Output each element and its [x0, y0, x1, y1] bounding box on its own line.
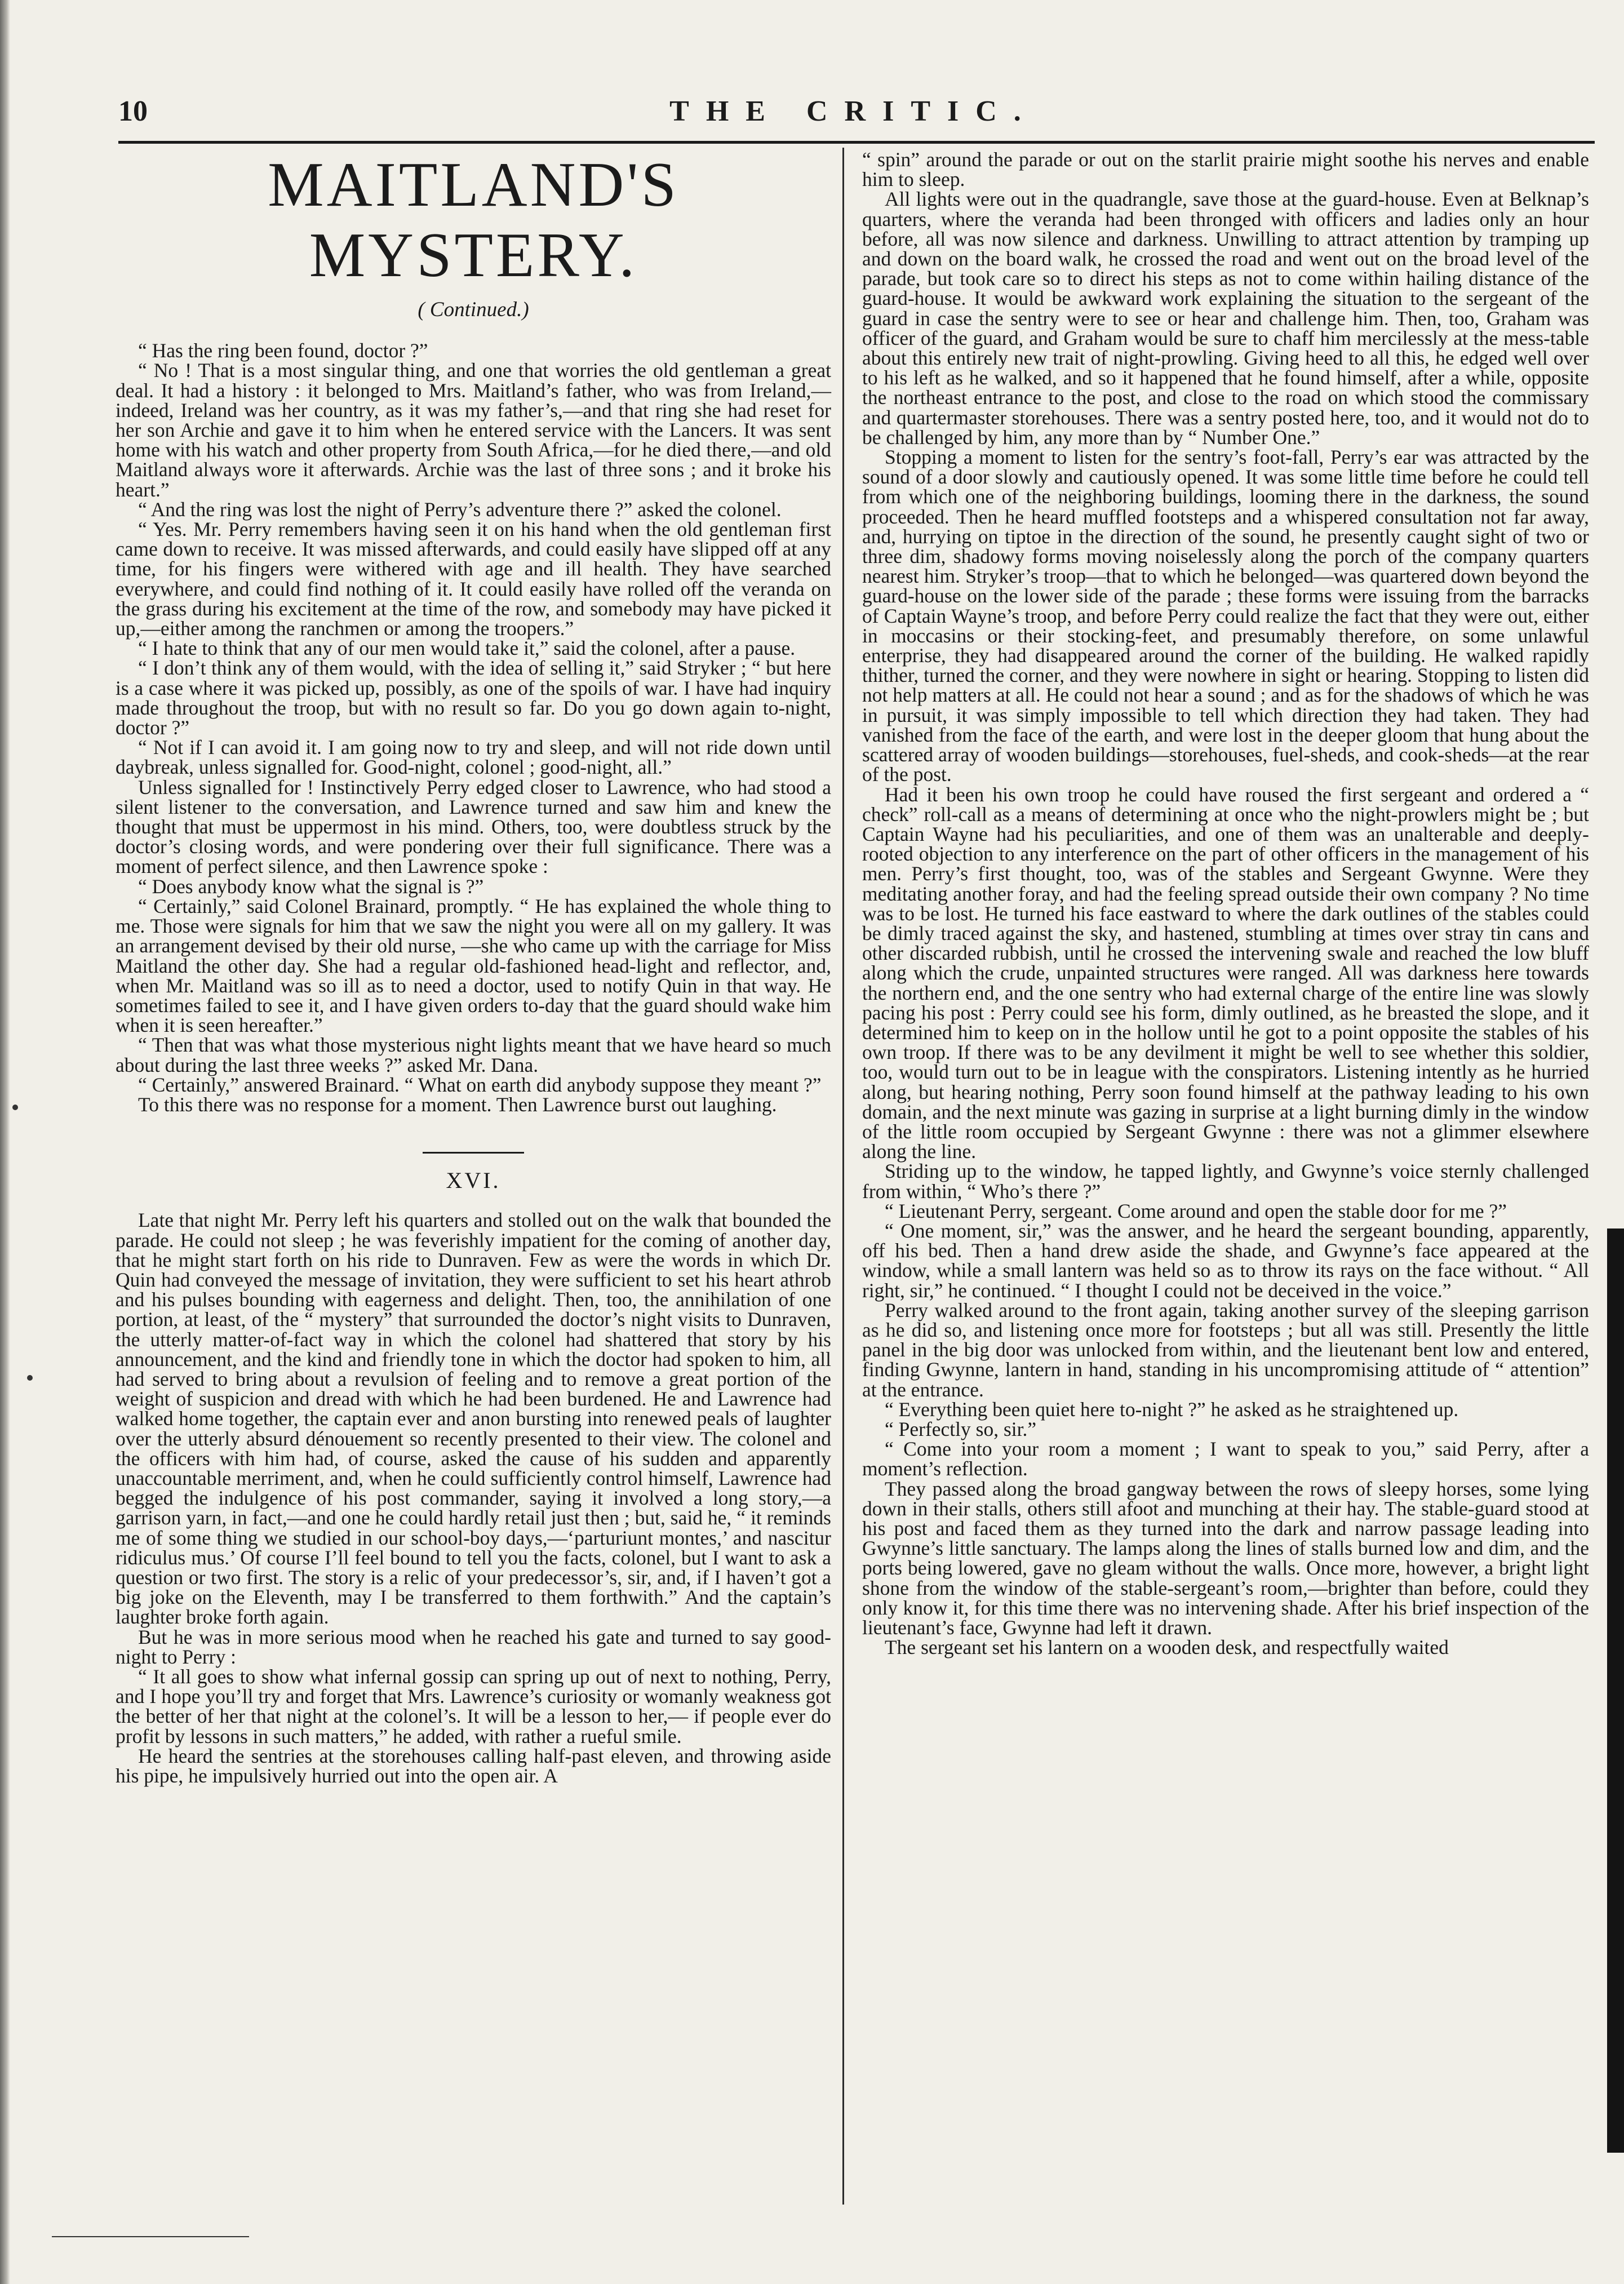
paragraph: Perry walked around to the front again, taking another survey of the sleeping garrison as he did so, and listening once more for footsteps ; but all was still. Presently the little panel in the big door was unlocked from within, and the lieutenant bent low and entered, finding Gwynne, lantern in hand, standing in his uncompromising attitude of “ attention” at the entrance.: [862, 1298, 1589, 1401]
margin-speck: [12, 1105, 18, 1110]
paragraph: “ Does anybody know what the signal is ?”: [138, 875, 484, 898]
paragraph: Striding up to the window, he tapped lightly, and Gwynne’s voice sternly challenged from within, “ Who’s there ?”: [862, 1160, 1589, 1203]
page-number: 10: [118, 95, 148, 127]
paragraph: Late that night Mr. Perry left his quarters and stolled out on the walk that bounded the parade. He could not sleep ; he was feverishly impatient for the coming of another day, that he might start forth on his ride to Dunraven. Few as were the words in which Dr. Quin had conveyed the message of invitation, they were sufficient to set his heart athrob and his pulses bounding with eagerness and delight. Then, too, the annihilation of one portion, at least, of the “ mystery” that surrounded the doctor’s night visits to Dunraven, the utterly matter-of-fact way in which the colonel had shattered that story by his announcement, and the kind and friendly tone in which the doctor had spoken to him, all had served to bring about a revulsion of feeling and to remove a great portion of the weight of suspicion and dread with which he had been burdened. He and Lawrence had walked home together, the captain ever and anon bursting into renewed peals of laughter over the utterly absurd dénouement so recently presented to their view. The colonel and the officers with him had, of course, asked the cause of his sudden and apparently unaccountable merriment, and, when he could sufficiently control himself, Lawrence had begged the indulgence of his post commander, saying it involved a long story,—a garrison yarn, in fact,—and one he could hardly retail just then ; but, said he, “ it reminds me of some thing we studied in our school-boy days,—‘parturiunt montes,’ and nascitur ridiculus mus.’ Of course I’ll feel bound to tell you the facts, colonel, but I want to ask a question or two first. The story is a relic of your predecessor’s, sir, and, if I haven’t got a big joke on the Eleventh, may I be transferred to them forthwith.” And the captain’s laughter broke forth again.: [116, 1209, 831, 1629]
binding-shadow: [0, 0, 10, 2284]
paragraph: “ Not if I can avoid it. I am going now to try and sleep, and will not ride down until daybreak, unless signalled for. Good-night, colonel ; good-night, all.”: [116, 736, 831, 779]
paragraph: “ spin” around the parade or out on the starlit prairie might soothe his nerves and enable him to sleep.: [862, 148, 1589, 191]
paragraph: “ Certainly,” answered Brainard. “ What on earth did anybody suppose they meant ?”: [138, 1073, 822, 1096]
paragraph: “ No ! That is a most singular thing, and one that worries the old gentleman a great deal. It had a history : it belonged to Mrs. Maitland’s father, who was from Ireland,—indeed, Ireland was her country, as it was my father’s,—and that ring she had reset for her son Archie and gave it to him when he entered service with the Lancers. It was sent home with his watch and other property from South Africa,—for he died there,—and old Maitland always wore it afterwards. Archie was the last of three sons ; and it broke his heart.”: [116, 359, 831, 501]
paragraph: “ One moment, sir,” was the answer, and he heard the sergeant bounding, apparently, off his bed. Then a hand drew aside the shade, and Gwynne’s face appeared at the window, while a small lantern was held so as to throw its rays on the face without. “ All right, sir,” he continued. “ I thought I could not be deceived in the voice.”: [862, 1219, 1589, 1302]
right-paragraphs: [862, 150, 1589, 1657]
story-subtitle: ( Continued.): [418, 298, 529, 321]
paragraph: Unless signalled for ! Instinctively Perry edged closer to Lawrence, who had stood a silent listener to the conversation, and Lawrence turned and saw him and knew the thought that must be uppermost in his mind. Others, too, were doubtless struck by the doctor’s closing words, and were pondering over their full significance. There was a moment of perfect silence, and then Lawrence spoke :: [116, 775, 831, 878]
paragraph: Had it been his own troop he could have roused the first sergeant and ordered a “ check” roll-call as a means of determining at once who the night-prowlers might be ; but Captain Wayne had his peculiarities, and one of them was an unalterable and deeply-rooted objection to any interference on the part of other officers in the management of his men. Perry’s first thought, too, was of the stables and Sergeant Gwynne. Were they meditating another foray, and had the feeling spread outside their own company ? No time was to be lost. He turned his face eastward to where the dark outlines of the stables could be dimly traced against the sky, and hastened, stumbling at times over stray tin cans and other discarded rubbish, until he crossed the intervening swale and reached the low bluff along which the crude, unpainted structures were ranged. All was darkness here towards the northern end, and the one sentry who had external charge of the entire line was slowly pacing his post : Perry could see his form, dimly outlined, as he breasted the slope, and it determined him to keep on in the hollow until he got to a point opposite the stables of his own troop. If there was to be any devilment it might be well to see whether this soldier, too, would turn out to be in league with the conspirators. Listening intently as he hurried along, but hearing nothing, Perry soon found himself at the pathway leading to his own domain, and the next minute was gazing in surprise at a light burning dimly in the window of the little room occupied by Sergeant Gwynne : there was not a glimmer elsewhere along the line.: [862, 783, 1589, 1163]
story-title: MAITLAND'S MYSTERY.: [268, 150, 679, 290]
paragraph: The sergeant set his lantern on a wooden desk, and respectfully waited: [885, 1636, 1449, 1659]
left-paragraphs-after: [116, 1210, 831, 1786]
paragraph: “ Come into your room a moment ; I want to speak to you,” said Perry, after a moment’s reflection.: [862, 1438, 1589, 1480]
header-rule: [118, 141, 1595, 144]
margin-blot: [1607, 1229, 1624, 2153]
paragraph: “ Certainly,” said Colonel Brainard, promptly. “ He has explained the whole thing to me. Those were signals for him that we saw the night you were all on my gallery. It was an arrangement devised by their old nurse, —she who came up with the carriage for Miss Maitland the other day. She had a regular old-fashioned head-light and reflector, and, when Mr. Maitland was so ill as to need a doctor, used to notify Quin in that way. He sometimes failed to see it, and I have given orders to-day that the guard should wake him when it is seen hereafter.”: [116, 894, 831, 1037]
paragraph: “ Then that was what those mysterious night lights meant that we have heard so much about during the last three weeks ?” asked Mr. Dana.: [116, 1034, 831, 1076]
running-head: THE CRITIC.: [669, 95, 1038, 127]
paragraph: But he was in more serious mood when he reached his gate and turned to say good-night to Perry :: [116, 1625, 831, 1668]
margin-speck: [27, 1375, 33, 1381]
paragraph: “ Perfectly so, sir.”: [885, 1418, 1037, 1440]
chapter-rule: [423, 1152, 524, 1154]
right-column: [862, 150, 1589, 1657]
paragraph: “ I don’t think any of them would, with the idea of selling it,” said Stryker ; “ but here is a case where it was picked up, possibly, as one of the spoils of war. I have had inquiry made throughout the troop, but with no result so far. Do you go down again to-night, doctor ?”: [116, 657, 831, 739]
left-paragraphs-before: [116, 341, 831, 1115]
paragraph: They passed along the broad gangway between the rows of sleepy horses, some lying down in their stalls, others still afoot and munching at their hay. The stable-guard stood at his post and faced them as they turned into the dark and narrow passage leading into Gwynne’s little sanctuary. The lamps along the lines of stalls burned low and dim, and the ports being lowered, gave no gleam without the walls. Once more, however, a bright light shone from the window of the stable-sergeant’s room,—brighter than before, could they only know it, for this time there was no intervening shade. After his brief inspection of the lieutenant’s face, Gwynne had left it drawn.: [862, 1477, 1589, 1639]
paragraph: “ Lieutenant Perry, sergeant. Come around and open the stable door for me ?”: [885, 1199, 1507, 1222]
chapter-heading: XVI.: [446, 1168, 501, 1194]
paragraph: “ And the ring was lost the night of Perry’s adventure there ?” asked the colonel.: [138, 498, 782, 521]
paragraph: “ Everything been quiet here to-night ?” he asked as he straightened up.: [885, 1398, 1459, 1421]
paragraph: “ I hate to think that any of our men would take it,” said the colonel, after a pause.: [138, 637, 796, 660]
column-rule: [842, 148, 844, 2205]
left-column: [116, 150, 831, 1786]
paragraph: All lights were out in the quadrangle, save those at the guard-house. Even at Belknap’s quarters, where the veranda had been thronged with officers and ladies only an hour before, all was now silence and darkness. Unwilling to attract attention by tramping up and down on the board walk, he crossed the road and went out on the broad level of the parade, but took care so to direct his steps as not to come within hailing distance of the guard-house. It would be awkward work explaining the situation to the sergeant of the guard in case the sentry were to see or hear and challenge him. Then, too, Graham was officer of the guard, and Graham would be sure to chaff him mercilessly at the mess-table about this entirely new trait of night-prowling. Giving heed to all this, he edged well over to his left as he walked, and so it happened that he found himself, after a while, opposite the northeast entrance to the post, and close to the road on which stood the commissary and quartermaster storehouses. There was a sentry posted here, too, and it would not do to be challenged by him, any more than by “ Number One.”: [862, 188, 1589, 449]
paragraph: “ It all goes to show what infernal gossip can spring up out of next to nothing, Perry, and I hope you’ll try and forget that Mrs. Lawrence’s curiosity or womanly weakness got the better of her that night at the colonel’s. It will be a lesson to her,— if people ever do profit by lessons in such matters,” he added, with rather a rueful smile.: [116, 1665, 831, 1748]
paragraph: Stopping a moment to listen for the sentry’s foot-fall, Perry’s ear was attracted by the sound of a door slowly and cautiously opened. It was some little time before he could tell from which one of the neighboring buildings, looming there in the darkness, the sound proceeded. Then he heard muffled footsteps and a whispered consultation not far away, and, hurrying on tiptoe in the direction of the sound, he presently caught sight of two or three dim, shadowy forms moving noiselessly along the porch of the company quarters nearest him. Stryker’s troop—that to which he belonged—was quartered down beyond the guard-house on the lower side of the parade ; these forms were issuing from the barracks of Captain Wayne’s troop, and before Perry could realize the fact that they were out, either in moccasins or their stocking-feet, and presumably therefore, on some unlawful enterprise, they had disappeared around the corner of the building. He walked rapidly thither, turned the corner, and they were nowhere in sight or hearing. Stopping to listen did not help matters at all. He could not hear a sound ; and as for the shadows of which he was in pursuit, it was simply impossible to tell which direction they had taken. They had vanished from the face of the earth, and were lost in the deeper gloom that hung about the scattered array of wooden buildings—storehouses, fuel-sheds, and cook-sheds—at the rear of the post.: [862, 446, 1589, 786]
bottom-rule-mark: [52, 2236, 249, 2237]
page-header: [118, 95, 1589, 140]
paragraph: He heard the sentries at the storehouses calling half-past eleven, and throwing aside his pipe, he impulsively hurried out into the open air. A: [116, 1744, 831, 1788]
paragraph: “ Has the ring been found, doctor ?”: [138, 339, 428, 362]
paragraph: To this there was no response for a moment. Then Lawrence burst out laughing.: [138, 1093, 777, 1116]
paragraph: “ Yes. Mr. Perry remembers having seen it on his hand when the old gentleman first came down to receive. It was missed afterwards, and could easily have slipped off at any time, for his fingers were withered with age and ill health. They have searched everywhere, and could find nothing of it. It could easily have rolled off the veranda on the grass during his excitement at the time of the row, and somebody may have picked it up,—either among the ranchmen or among the troopers.”: [116, 518, 831, 640]
